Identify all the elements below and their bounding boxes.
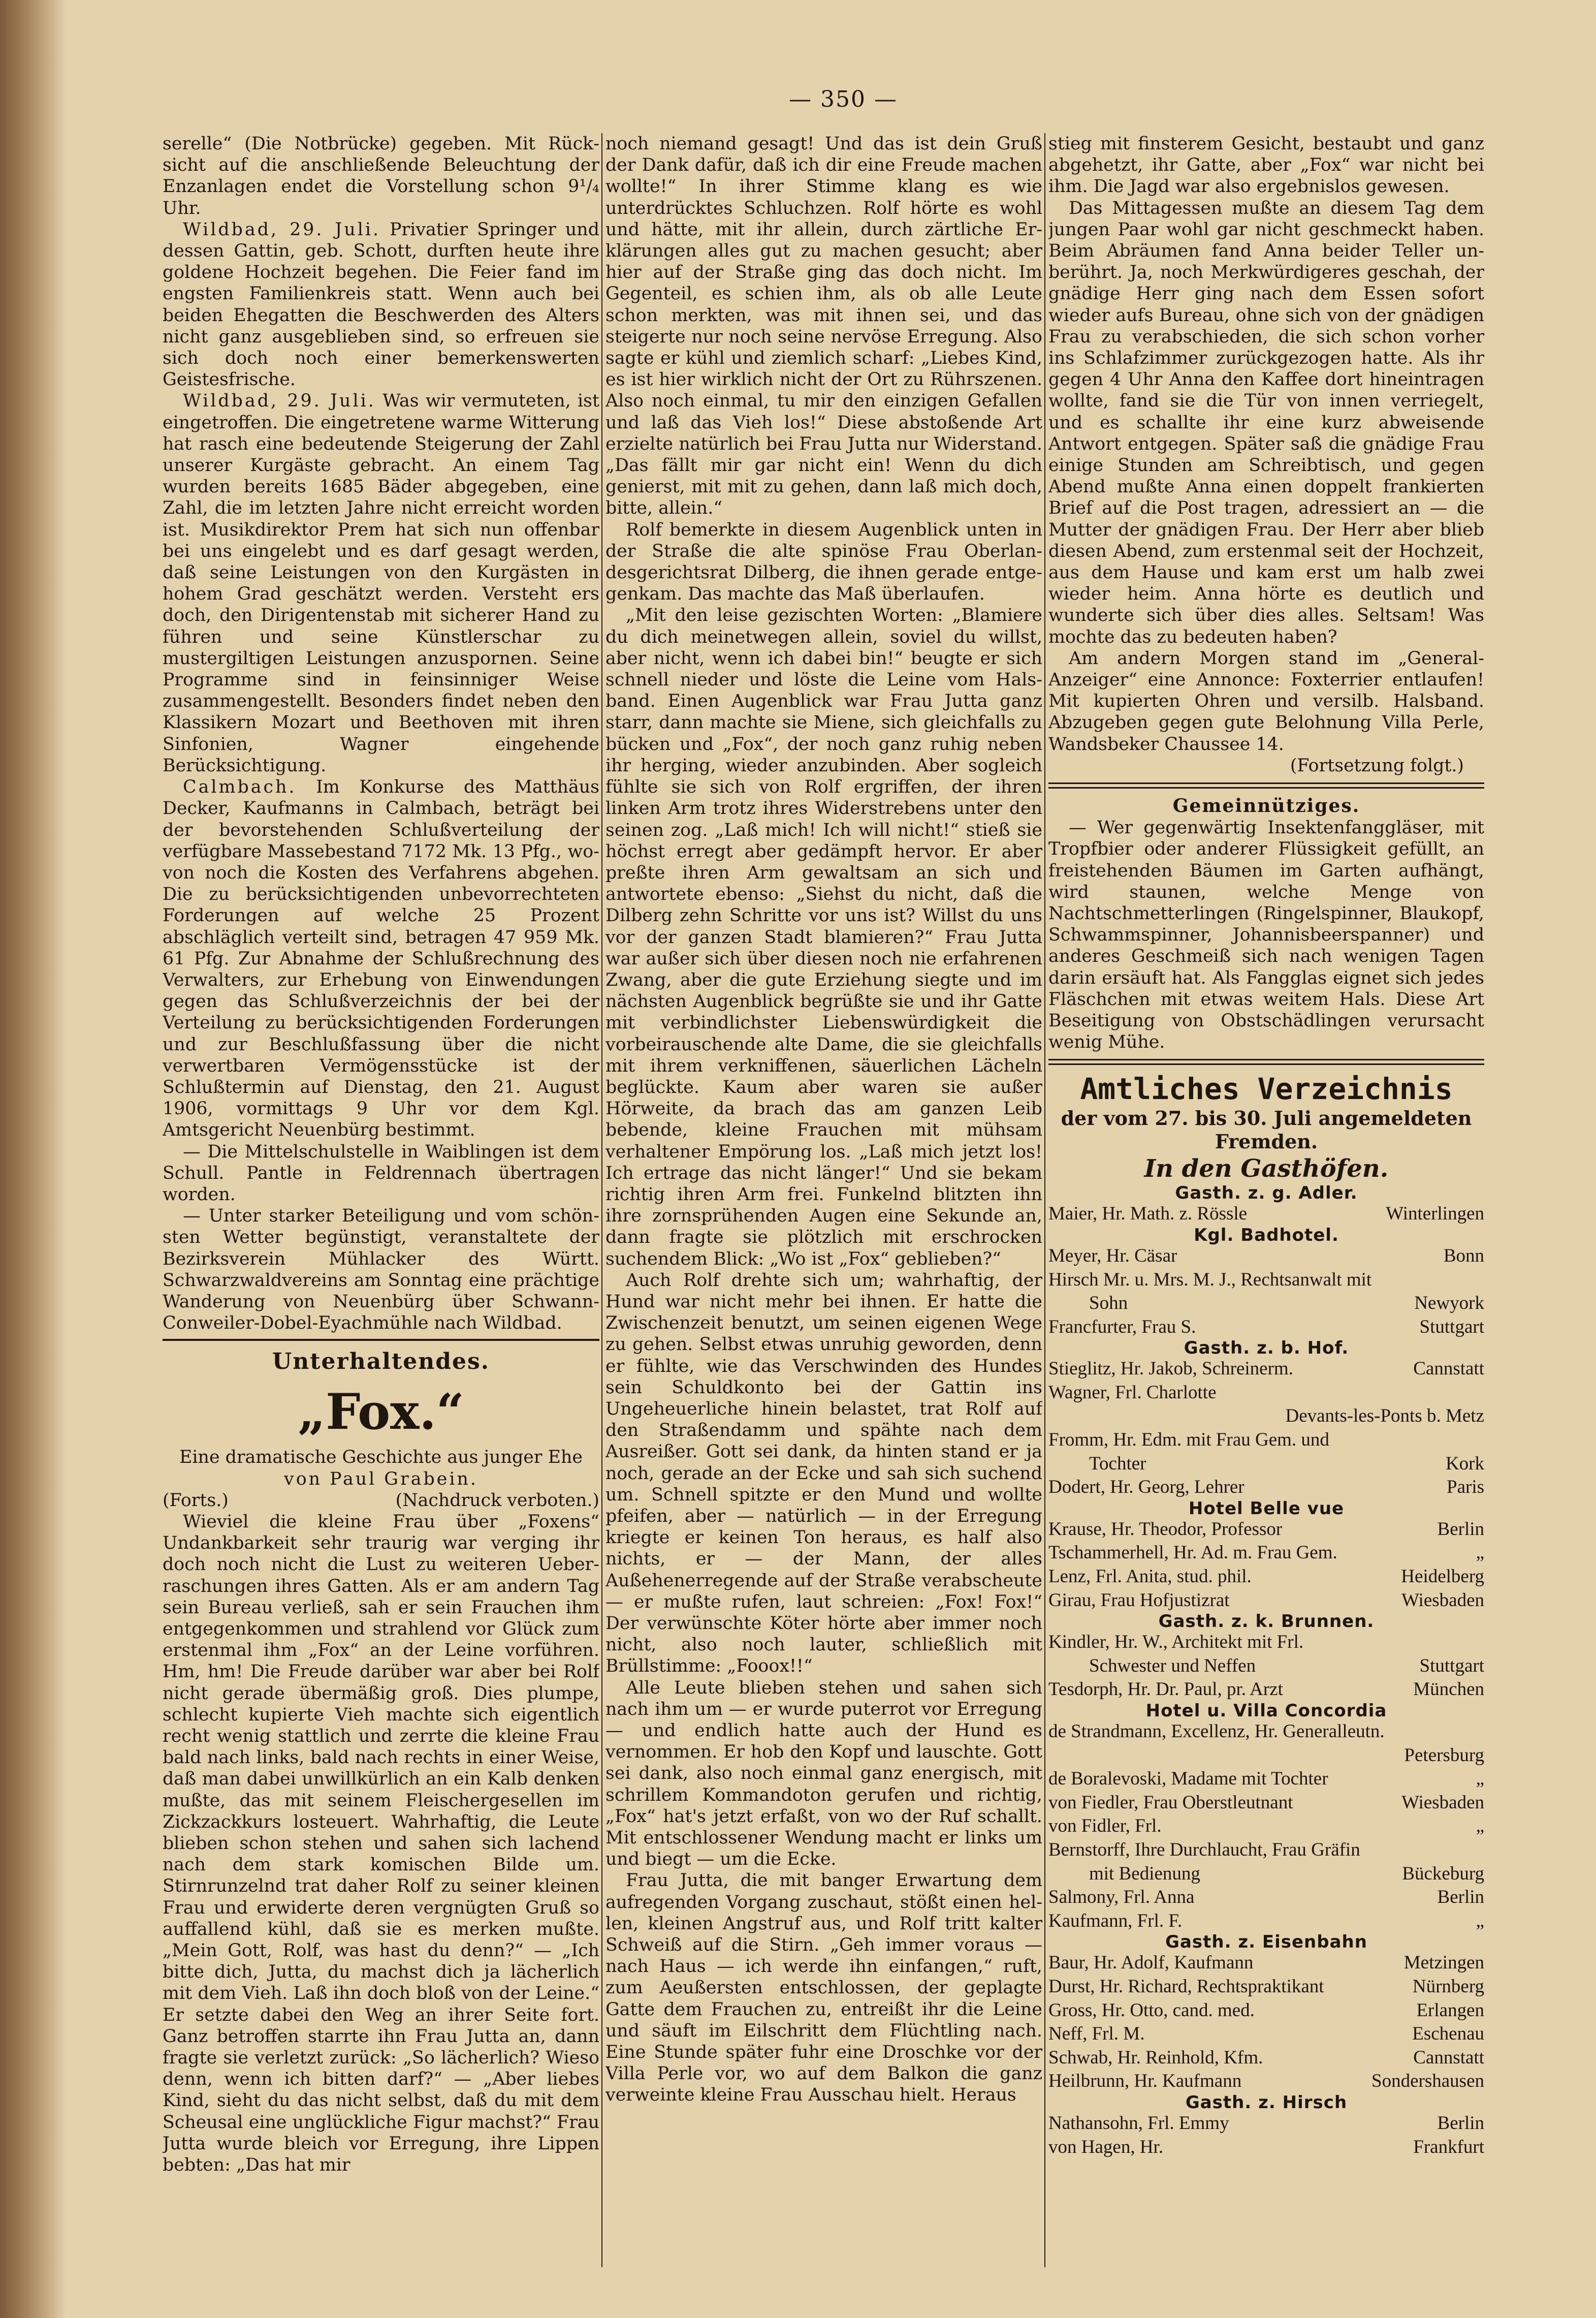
guest-hometown: Kork xyxy=(1445,1453,1484,1474)
guest-entry xyxy=(1048,1268,1484,1292)
guest-entry xyxy=(1048,1744,1484,1768)
story-paragraph: Auch Rolf drehte sich um; wahrhaftig, der Hund war nicht mehr bei ihnen. Er hatte die Zwischenzeit benutzt, um seinen eigenen Wege zu gehen. Selbst etwas unruhig geworden, denn er fühlte, wie das Verschwinden des Hundes sein Schuldkonto bei der Gattin ins Ungeheuerliche hinein belastet, trat Rolf auf den Straßendamm und spähte nach dem Ausreißer. Gott sei dank, da hinten stand er ja noch, gerade an der Ecke und sah sich suchend um. Schnell spitzte er den Mund und wollte pfeifen, aber — natürlich — in der Erregung kriegte er keinen Ton heraus, es half also nichts, er — der Mann, der alles Außehenerregende auf der Straße verabscheute — er mußte rufen, laut schreien: „Fox! Fox!“ Der verwünschte Köter hörte aber immer noch nicht, also noch lauter, schließlich mit Brüllstimme: „Fooox!!“ xyxy=(605,1270,1042,1677)
section-divider xyxy=(1048,782,1484,789)
story-paragraph: Rolf bemerkte in diesem Augenblick unten in der Straße die alte spinöse Frau Oberlandesgerichtsrat Dilberg, die ihnen gerade entgegenkam. Das machte das Maß überlaufen. xyxy=(605,519,1042,605)
guest-name: Maier, Hr. Math. z. Rössle xyxy=(1048,1203,1248,1225)
guest-hometown: „ xyxy=(1476,1910,1484,1931)
guest-entry xyxy=(1048,1951,1484,1975)
guest-name: Krause, Hr. Theodor, Professor xyxy=(1048,1518,1283,1540)
guest-name: Neff, Frl. M. xyxy=(1048,2023,1145,2045)
story-paragraph: Das Mittagessen mußte an diesem Tag dem jungen Paar wohl gar nicht geschmeckt haben. Beim Abräumen fand Anna beider Teller unberührt. Ja, noch Merkwürdigeres geschah, der gnädige Herr ging nach dem Essen sofort wieder aufs Bureau, ohne sich von der gnädigen Frau zu verabschieden, die sich schon vorher ins Schlafzimmer zurückgezogen hatte. Als ihr gegen 4 Uhr Anna den Kaffee dort hineintragen wollte, fand sie die Tür von innen verriegelt, und es schallte ihr eine kurz abweisende Antwort entgegen. Später saß die gnädige Frau einige Stunden am Schreibtisch, und gegen Abend mußte Anna einen doppelt frankierten Brief auf die Post tragen, adressiert an — die Mutter der gnädigen Frau. Der Herr aber blieb diesen Abend, zum erstenmal seit der Hochzeit, aus dem Hause und kam erst um halb zwei wieder heim. Anna hörte es deutlich und wunderte sich über dies alles. Seltsam! Was mochte das zu bedeuten haben? xyxy=(1048,198,1484,647)
guest-hometown: Metzingen xyxy=(1403,1952,1484,1974)
guest-entry xyxy=(1048,1838,1484,1862)
guest-name: Bernstorff, Ihre Durchlaucht, Frau Gräfin xyxy=(1048,1839,1360,1860)
hotel-name: Hotel u. Villa Concordia xyxy=(1145,1701,1387,1721)
story-continued: (Fortsetzung folgt.) xyxy=(1290,755,1464,776)
story-paragraph: Am andern Morgen stand im „General-Anzeiger“ eine Annonce: Foxterrier entlaufen! Mit kupierten Ohren und versilb. Halsband. Abzugeben gegen gute Belohnung Villa Perle, Wandsbeker Chaussee 14. xyxy=(1048,648,1484,755)
visitor-list-subtitle: Fremden. xyxy=(1215,1130,1318,1153)
dateline: Calmbach. xyxy=(183,777,297,798)
story-paragraph: noch niemand gesagt! Und das ist dein Gruß der Dank dafür, daß ich dir eine Freude machen wollte!“ In ihrer Stimme klang es wie unterdrücktes Schluchzen. Rolf hörte es wohl und hätte, mit ihr allein, durch zärtliche Erklärungen alles gut zu machen gesucht; aber hier auf der Straße ging das doch nicht. Im Gegenteil, es schien ihm, als ob alle Leute schon merkten, was mit ihnen sei, und das steigerte nur noch seine nervöse Erregung. Also sagte er kühl und ziemlich scharf: „Liebes Kind, es ist hier wirklich nicht der Ort zu Rührszenen. Also noch einmal, tu mir den einzigen Gefallen und laß das Vieh los!“ Diese abstoßende Art erzielte natürlich bei Frau Jutta nur Widerstand. „Das fällt mir gar nicht ein! Wenn du dich genierst, mit mit zu gehen, dann laß mich doch, bitte, allein.“ xyxy=(605,134,1042,519)
story-author: von Paul Grabein. xyxy=(284,1468,478,1489)
guest-entry xyxy=(1048,1814,1484,1838)
guest-name: Nathansohn, Frl. Emmy xyxy=(1048,2112,1229,2134)
story-notes xyxy=(163,1490,599,1511)
guest-entry xyxy=(1048,2070,1484,2093)
hotel-name: Gasth. z. Hirsch xyxy=(1185,2092,1348,2113)
guest-entry xyxy=(1048,1631,1484,1654)
news-paragraph: Calmbach. Im Konkurse des Matthäus Decker, Kaufmanns in Calmbach, beträgt bei der bevorstehenden Schlußverteilung der verfügbare Massebestand 7172 Mk. 13 Pfg., wovon noch die Kosten des Verfahrens abgehen. Die zu berücksichtigenden unbevorrechteten Forderungen auf welche 25 Prozent abschläglich verteilt sind, betragen 47 959 Mk. 61 Pfg. Zur Abnahme der Schlußrechnung des Verwalters, zur Erhebung von Einwendungen gegen das Schlußverzeichnis der bei der Verteilung zu berücksichtigenden Forderungen und zur Beschlußfassung über die nicht verwertbaren Vermögensstücke ist der Schlußtermin auf Dienstag, den 21. August 1906, vormittags 9 Uhr vor dem Kgl. Amtsgericht Neuenbürg bestimmt. xyxy=(163,777,599,1141)
guest-hometown: Bonn xyxy=(1443,1245,1484,1266)
guest-hometown: Cannstatt xyxy=(1413,1358,1484,1380)
guest-name: Tochter xyxy=(1089,1453,1146,1474)
guest-entry xyxy=(1048,1767,1484,1791)
book-binding-shadow xyxy=(0,0,66,2318)
guest-hometown: Berlin xyxy=(1437,1887,1484,1908)
guest-name: von Hagen, Hr. xyxy=(1048,2136,1164,2157)
guest-hometown: Cannstatt xyxy=(1413,2047,1484,2068)
story-paragraph: Frau Jutta, die mit banger Erwartung dem aufregenden Vorgang zuschaut, stößt einen hellen, kleinen Angstruf aus, und Rolf tritt kalter Schweiß auf die Stirn. „Geh immer voraus — nach Haus — ich werde ihn einfangen,“ ruft, zum Aeußersten entschlossen, der geplagte Gatte dem Frauchen zu, entreißt ihr die Leine und säuft im Eilschritt dem Flüchtling nach. Eine Stunde später fuhr eine Droschke vor der Villa Perle vor, wo auf dem Balkon die ganz verweinte kleine Frau Ausschau hielt. Heraus xyxy=(605,1870,1042,2106)
column-rule xyxy=(1044,133,1045,2267)
guest-name: de Boralevoski, Madame mit Tochter xyxy=(1048,1768,1328,1790)
guest-entry xyxy=(1048,1791,1484,1815)
guest-hometown: „ xyxy=(1476,1768,1484,1790)
guest-entry xyxy=(1048,2136,1484,2159)
guest-entry xyxy=(1048,1565,1484,1589)
guest-hometown: Berlin xyxy=(1437,2112,1484,2134)
guest-name: Wagner, Frl. Charlotte xyxy=(1048,1382,1217,1403)
guest-entry xyxy=(1048,1589,1484,1613)
guest-hometown: Stuttgart xyxy=(1419,1316,1484,1337)
dateline: Wildbad, 29. Juli. xyxy=(183,391,376,412)
guest-hometown: Frankfurt xyxy=(1413,2136,1484,2157)
section-divider xyxy=(1048,1059,1484,1065)
hotel-name: Kgl. Badhotel. xyxy=(1194,1225,1339,1245)
guest-name: Fromm, Hr. Edm. mit Frau Gem. und xyxy=(1048,1429,1329,1451)
guest-entry xyxy=(1048,2046,1484,2070)
guest-entry xyxy=(1048,1999,1484,2023)
guest-name: Kaufmann, Frl. F. xyxy=(1048,1910,1183,1931)
story-paragraph: „Mit den leise gezischten Worten: „Blamiere du dich meinetwegen allein, soviel du willst, aber nicht, wenn ich dabei bin!“ beugte er sich schnell nieder und löste die Leine vom Halsband. Einen Augenblick war Frau Jutta ganz starr, dann machte sie Miene, sich gleichfalls zu bücken und „Fox“, der noch ganz ruhig neben ihr herging, wieder anzubinden. Aber sogleich fühlte sie sich von Rolf ergriffen, der ihren linken Arm trotz ihres Widerstrebens unter den seinen zog. „Laß mich! Ich will nicht!“ stieß sie höchst erregt aber gedämpft hervor. Er aber preßte ihren Arm gewaltsam an sich und antwortete ebenso: „Siehst du nicht, daß die Dilberg zehn Schritte vor uns ist? Willst du uns vor der ganzen Stadt blamieren?“ Frau Jutta war außer sich über diesen noch nie erfahrenen Zwang, aber die gute Erziehung siegte und im nächsten Augenblick begrüßte sie und ihr Gatte mit verbindlichster Liebenswürdigkeit die vorbeirauschende alte Dame, die sie gleichfalls mit ihrem verkniffenen, säuerlichen Lächeln beglückte. Kaum aber waren sie außer Hörweite, da brach das am ganzen Leib bebende, kleine Frauchen mit mühsam verhaltener Empörung los. „Laß mich jetzt los! Ich ertrage das nicht länger!“ Und sie bekam richtig ihren Arm frei. Funkelnd blitzten ihn ihre zornsprühenden Augen eine Sekunde an, dann fragte sie plötzlich mit erschrocken suchendem Blick: „Wo ist „Fox“ geblieben?“ xyxy=(605,605,1042,1269)
guest-name: Stieglitz, Hr. Jakob, Schreinerm. xyxy=(1048,1358,1293,1380)
guest-hometown: Devants-les-Ponts b. Metz xyxy=(1285,1405,1484,1427)
guest-name: Durst, Hr. Richard, Rechtspraktikant xyxy=(1048,1976,1324,1997)
guest-name: Francfurter, Frau S. xyxy=(1048,1316,1196,1337)
guest-entry xyxy=(1048,1381,1484,1405)
guest-hometown: Newyork xyxy=(1414,1293,1484,1314)
guest-entry xyxy=(1048,1909,1484,1933)
guest-entry xyxy=(1048,1886,1484,1909)
story-continued-note: (Forts.) xyxy=(163,1490,229,1511)
guest-hometown: Nürnberg xyxy=(1412,1976,1484,1997)
guest-entry xyxy=(1048,1654,1484,1678)
dateline: Wildbad, 29. Juli. xyxy=(183,219,381,240)
column-left xyxy=(163,133,599,2267)
guest-name: von Fiedler, Frau Oberstleutnant xyxy=(1048,1792,1293,1813)
guest-hometown: München xyxy=(1413,1679,1484,1700)
guest-entry xyxy=(1048,1720,1484,1744)
guest-entry xyxy=(1048,1202,1484,1226)
guest-name: Girau, Frau Hofjustizrat xyxy=(1048,1589,1230,1611)
column-rule xyxy=(601,133,602,2267)
news-paragraph: — Unter starker Beteiligung und vom schönsten Wetter begünstigt, veranstaltete der Bezirksverein Mühlacker des Württ. Schwarzwaldvereins am Sonntag eine prächtige Wanderung von Neuenbürg über Schwann-Conweiler-Dobel-Eyachmühle nach Wildbad. xyxy=(163,1206,599,1334)
story-paragraph: stieg mit finsterem Gesicht, bestaubt und ganz abgehetzt, ihr Gatte, aber „Fox“ war nicht bei ihm. Die Jagd war also ergebnislos gewesen. xyxy=(1048,134,1484,197)
guest-hometown: Heidelberg xyxy=(1401,1566,1484,1587)
hotel-name: Gasth. z. b. Hof. xyxy=(1184,1338,1349,1359)
guest-entry xyxy=(1048,1541,1484,1565)
guest-entry xyxy=(1048,1452,1484,1476)
story-paragraph: Wieviel die kleine Frau über „Foxens“ Undankbarkeit sehr traurig war verging ihr doch noch nicht die Lust zu weiteren Ueberraschungen ihres Gatten. Als er am andern Tag sein Bureau verließ, sah er sein Frauchen ihm entgegenkommen und strahlend vor Glück zum erstenmal ihm „Fox“ an der Leine vorführen. Hm, hm! Die Freude darüber war aber bei Rolf nicht gerade übermäßig groß. Dies plumpe, schlecht kupierte Vieh machte sich eigentlich recht wenig stattlich und zerrte die kleine Frau bald nach links, bald nach rechts in einer Weise, daß man dabei unwillkürlich an ein Kalb denken mußte, das mit seinem Fleischergesellen im Zickzackkurs losteuert. Wahrhaftig, die Leute blieben schon stehen und sahen sich lachend nach dem stark komischen Bilde um. Stirnrunzelnd trat daher Rolf zu seiner kleinen Frau und erwiderte deren vergnügten Gruß so auffallend kühl, daß sie es merken mußte. „Mein Gott, Rolf, was hast du denn?“ — „Ich bitte dich, Jutta, du machst dich ja lächerlich mit dem Vieh. Laß ihn doch bloß von der Leine.“ Er setzte dabei den Weg an ihrer Seite fort. Ganz betroffen starrte ihn Frau Jutta an, dann fragte sie verletzt zurück: „So lächerlich? Wieso denn, wenn ich bitten darf?“ — „Aber liebes Kind, sieht du das nicht selbst, daß du mit dem Scheusal eine unglückliche Figur machst?“ Frau Jutta wurde bleich vor Erregung, ihre Lippen bebten: „Das hat mir xyxy=(163,1511,599,2176)
story-title: „Fox.“ xyxy=(297,1383,465,1441)
guest-name: Baur, Hr. Adolf, Kaufmann xyxy=(1048,1952,1254,1974)
guest-name: Schwester und Neffen xyxy=(1089,1655,1256,1676)
guest-name: Salmony, Frl. Anna xyxy=(1048,1887,1195,1908)
hotel-name: Gasth. z. g. Adler. xyxy=(1175,1183,1358,1204)
guest-hometown: Wiesbaden xyxy=(1401,1589,1484,1611)
story-subtitle: Eine dramatische Geschichte aus junger Ehe xyxy=(179,1447,583,1468)
news-paragraph: Wildbad, 29. Juli. Privatier Springer und dessen Gattin, geb. Schott, durften heute ihre goldene Hochzeit begehen. Die Feier fand im engsten Familienkreis statt. Wenn auch bei beiden Ehegatten die Beschwerden des Alters nicht ganz ausgeblieben sind, so erfreuen sie sich doch noch einer bemerkenswerten Geistesfrische. xyxy=(163,219,599,390)
section-divider xyxy=(163,1339,599,1341)
guest-hometown: „ xyxy=(1476,1542,1484,1563)
guest-name: Gross, Hr. Otto, cand. med. xyxy=(1048,1999,1255,2021)
visitor-list-section: In den Gasthöfen. xyxy=(1144,1154,1389,1183)
guest-hometown: Berlin xyxy=(1437,1518,1484,1540)
guest-name: Sohn xyxy=(1089,1293,1128,1314)
news-paragraph: serelle“ (Die Notbrücke) gegeben. Mit Rücksicht auf die anschließende Beleuchtung der Enzanlagen endet die Vorstellung schon 9¹/₄ Uhr. xyxy=(163,134,599,218)
guest-name: Tschammerhell, Hr. Ad. m. Frau Gem. xyxy=(1048,1542,1337,1563)
guest-entry xyxy=(1048,1476,1484,1499)
guest-entry xyxy=(1048,1862,1484,1886)
guest-entry xyxy=(1048,1357,1484,1381)
guest-hometown: Petersburg xyxy=(1404,1744,1484,1766)
guest-entry xyxy=(1048,1292,1484,1315)
section-heading: Unterhaltendes. xyxy=(272,1349,490,1375)
guest-name: Kindler, Hr. W., Architekt mit Frl. xyxy=(1048,1632,1304,1653)
reprint-note: (Nachdruck verboten.) xyxy=(395,1490,599,1511)
section-heading-gemeinnuetziges: Gemeinnütziges. xyxy=(1172,795,1360,817)
guest-name: Tesdorph, Hr. Dr. Paul, pr. Arzt xyxy=(1048,1679,1283,1700)
gemein-paragraph: — Wer gegenwärtig Insektenfanggläser, mit Tropfbier oder anderer Flüssigkeit gefüllt, an freistehenden Bäumen im Garten aufhängt, wird staunen, welche Menge von Nachtschmetterlingen (Ringelspinner, Blaukopf, Schwammspinner, Johannisbeerspanner) und anderes Geschmeiß sich nach wenigen Tagen darin ersäuft hat. Als Fangglas eignet sich jedes Fläschchen mit etwas weitem Hals. Diese Art Beseitigung von Obstschädlingen verursacht wenig Mühe. xyxy=(1048,818,1484,1053)
hotel-name: Gasth. z. k. Brunnen. xyxy=(1158,1611,1375,1632)
guest-entry xyxy=(1048,1678,1484,1702)
guest-entry xyxy=(1048,1975,1484,1999)
guest-name: Hirsch Mr. u. Mrs. M. J., Rechtsanwalt mit xyxy=(1048,1269,1372,1290)
guest-entry xyxy=(1048,1315,1484,1339)
guest-entry xyxy=(1048,1518,1484,1542)
news-paragraph: — Die Mittelschulstelle in Waiblingen ist dem Schull. Pantle in Feldrennach übertragen worden. xyxy=(163,1141,599,1205)
guest-name: de Strandmann, Excellenz, Hr. Generalleutn. xyxy=(1048,1721,1385,1742)
guest-name: von Fidler, Frl. xyxy=(1048,1815,1162,1837)
guest-name: Heilbrunn, Hr. Kaufmann xyxy=(1048,2071,1242,2092)
page-number: — 350 — xyxy=(789,86,898,112)
story-paragraph: Alle Leute blieben stehen und sahen sich nach ihm um — er wurde puterrot vor Erregung — und endlich hatte auch der Hund es vernommen. Er hob den Kopf und lauschte. Gott sei dank, also noch einmal ganz energisch, mit schrillem Kommandoton gerufen und richtig, „Fox“ hat's jetzt erfaßt, von wo der Ruf schallt. Mit entschlossener Wendung macht er links um und biegt — um die Ecke. xyxy=(605,1677,1042,1870)
guest-hometown: Sondershausen xyxy=(1371,2071,1484,2092)
hotel-list xyxy=(1048,1184,1484,2159)
column-middle xyxy=(605,133,1042,2267)
guest-hometown: Wiesbaden xyxy=(1401,1792,1484,1813)
guest-hometown: Stuttgart xyxy=(1419,1655,1484,1676)
guest-name: Lenz, Frl. Anita, stud. phil. xyxy=(1048,1566,1252,1587)
guest-entry xyxy=(1048,2112,1484,2136)
hotel-name: Gasth. z. Eisenbahn xyxy=(1165,1932,1367,1953)
guest-hometown: Erlangen xyxy=(1416,1999,1484,2021)
guest-hometown: Winterlingen xyxy=(1386,1203,1484,1225)
guest-entry xyxy=(1048,1428,1484,1452)
guest-hometown: Bückeburg xyxy=(1402,1863,1484,1884)
guest-name: mit Bedienung xyxy=(1089,1863,1200,1884)
guest-name: Schwab, Hr. Reinhold, Kfm. xyxy=(1048,2047,1263,2068)
guest-entry xyxy=(1048,1244,1484,1268)
hotel-name: Hotel Belle vue xyxy=(1188,1498,1345,1519)
guest-hometown: „ xyxy=(1476,1815,1484,1837)
guest-entry xyxy=(1048,2022,1484,2046)
column-right xyxy=(1048,133,1484,2267)
guest-entry xyxy=(1048,1404,1484,1428)
guest-name: Meyer, Hr. Cäsar xyxy=(1048,1245,1177,1266)
visitor-list-subtitle: der vom 27. bis 30. Juli angemeldeten xyxy=(1061,1107,1472,1130)
guest-name: Dodert, Hr. Georg, Lehrer xyxy=(1048,1477,1244,1498)
guest-hometown: Eschenau xyxy=(1412,2023,1484,2045)
guest-hometown: Paris xyxy=(1447,1477,1484,1498)
news-paragraph: Wildbad, 29. Juli. Was wir vermuteten, ist eingetroffen. Die eingetretene warme Witterung hat rasch eine bedeutende Steigerung der Zahl unserer Kurgäste gebracht. An einem Tag wurden bereits 1685 Bäder abgegeben, eine Zahl, die im letzten Jahre nicht erreicht worden ist. Musikdirektor Prem hat sich nun offenbar bei uns eingelebt und es darf gesagt werden, daß seine Leistungen von den Kurgästen in hohem Grad geschätzt werden. Versteht ers doch, den Dirigentenstab mit sicherer Hand zu führen und seine Künstlerschar zu mustergiltigen Leistungen anzuspornen. Seine Programme sind in feinsinniger Weise zusammengestellt. Besonders findet neben den Klassikern Mozart und Beethoven mit ihren Sinfonien, Wagner eingehende Berücksichtigung. xyxy=(163,391,599,776)
visitor-list-title: Amtliches Verzeichnis xyxy=(1080,1072,1453,1107)
